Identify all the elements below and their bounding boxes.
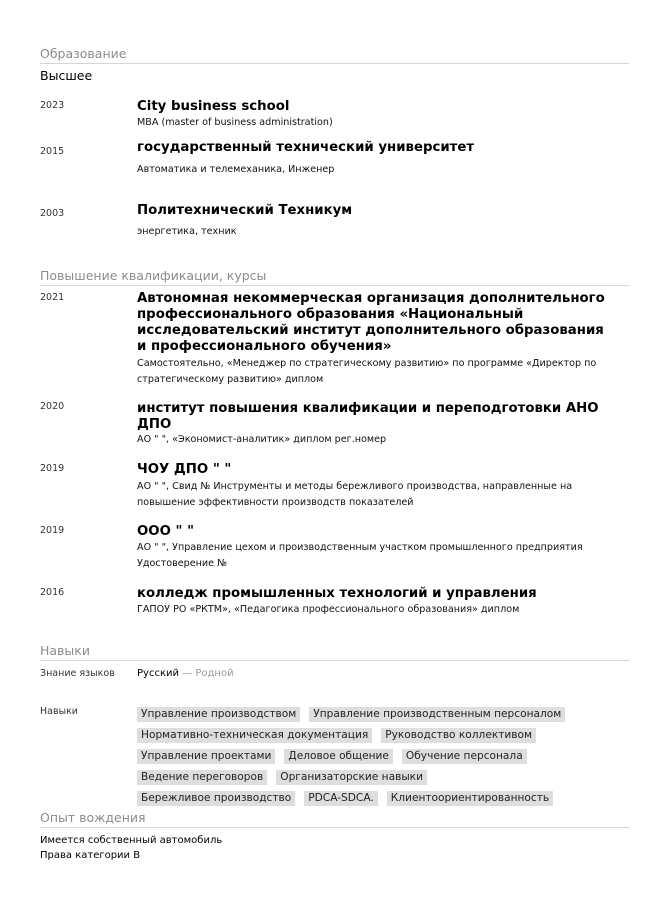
- education-section-title: Образование: [40, 46, 629, 64]
- skill-tag: Бережливое производство: [137, 791, 295, 806]
- education-year: 2003: [40, 208, 65, 219]
- course-org: ООО " ": [137, 524, 195, 539]
- course-org: ЧОУ ДПО " ": [137, 462, 232, 477]
- education-year: 2023: [40, 100, 65, 111]
- course-detail: АО " ", «Экономист-аналитик» диплом рег.номер: [137, 434, 387, 445]
- education-org: государственный технический университет: [137, 140, 475, 155]
- course-year: 2021: [40, 292, 65, 303]
- education-detail: энергетика, техник: [137, 226, 237, 237]
- course-year: 2020: [40, 401, 65, 412]
- language-name: Русский: [137, 668, 179, 679]
- skill-tag: Деловое общение: [284, 749, 393, 764]
- courses-section-title: Повышение квалификации, курсы: [40, 268, 629, 286]
- skill-row: [137, 786, 617, 802]
- course-detail: АО " ", Управление цехом и производственным участком промышленного предприятия Удостоверение №: [137, 542, 583, 569]
- course-org: институт повышения квалификации и переподготовки АНО ДПО: [137, 401, 599, 432]
- education-detail: MBA (master of business administration): [137, 117, 333, 128]
- education-detail: Автоматика и телемеханика, Инженер: [137, 164, 335, 175]
- skill-row: [137, 765, 617, 781]
- languages-label: Знание языков: [40, 668, 115, 679]
- skill-tag: Управление проектами: [137, 749, 275, 764]
- skill-tag: Ведение переговоров: [137, 770, 267, 785]
- course-year: 2016: [40, 587, 65, 598]
- education-org: City business school: [137, 99, 290, 114]
- education-org: Политехнический Техникум: [137, 203, 353, 218]
- education-year: 2015: [40, 146, 65, 157]
- driving-license: Права категории B: [40, 850, 141, 861]
- skill-tag: Нормативно-техническая документация: [137, 728, 372, 743]
- course-year: 2019: [40, 525, 65, 536]
- skill-tag: Организаторские навыки: [276, 770, 427, 785]
- skill-row: [137, 723, 617, 739]
- language-separator: —: [182, 668, 193, 679]
- skill-tag: Обучение персонала: [402, 749, 527, 764]
- skills-label: Навыки: [40, 706, 78, 717]
- course-detail: АО " ", Свид № Инструменты и методы бережливого производства, направленные на повышение эффективности производств показателей: [137, 481, 573, 508]
- skills-section-title: Навыки: [40, 643, 629, 661]
- course-org: Автономная некоммерческая организация дополнительного профессионального образования «Национальный исследовательский институт дополнительного образования и профессионального обучения»: [137, 291, 605, 354]
- language-entry: [137, 667, 234, 681]
- language-level: Родной: [195, 668, 234, 679]
- skill-tag: Клиентоориентированность: [387, 791, 553, 806]
- course-detail: ГАПОУ РО «РКТМ», «Педагогика профессионального образования» диплом: [137, 604, 520, 615]
- course-detail: Самостоятельно, «Менеджер по стратегическому развитию» по программе «Директор по стратегическому развитию» диплом: [137, 358, 597, 385]
- skill-tag: Управление производственным персоналом: [309, 707, 565, 722]
- skill-tag: Руководство коллективом: [381, 728, 536, 743]
- skill-tag: PDCA-SDCA.: [304, 791, 378, 806]
- skill-tag: Управление производством: [137, 707, 300, 722]
- driving-car: Имеется собственный автомобиль: [40, 835, 223, 846]
- course-org: колледж промышленных технологий и управления: [137, 586, 537, 601]
- driving-section-title: Опыт вождения: [40, 810, 629, 828]
- skill-row: [137, 744, 617, 760]
- course-year: 2019: [40, 463, 65, 474]
- education-level: Высшее: [40, 68, 93, 83]
- skill-row: [137, 702, 617, 718]
